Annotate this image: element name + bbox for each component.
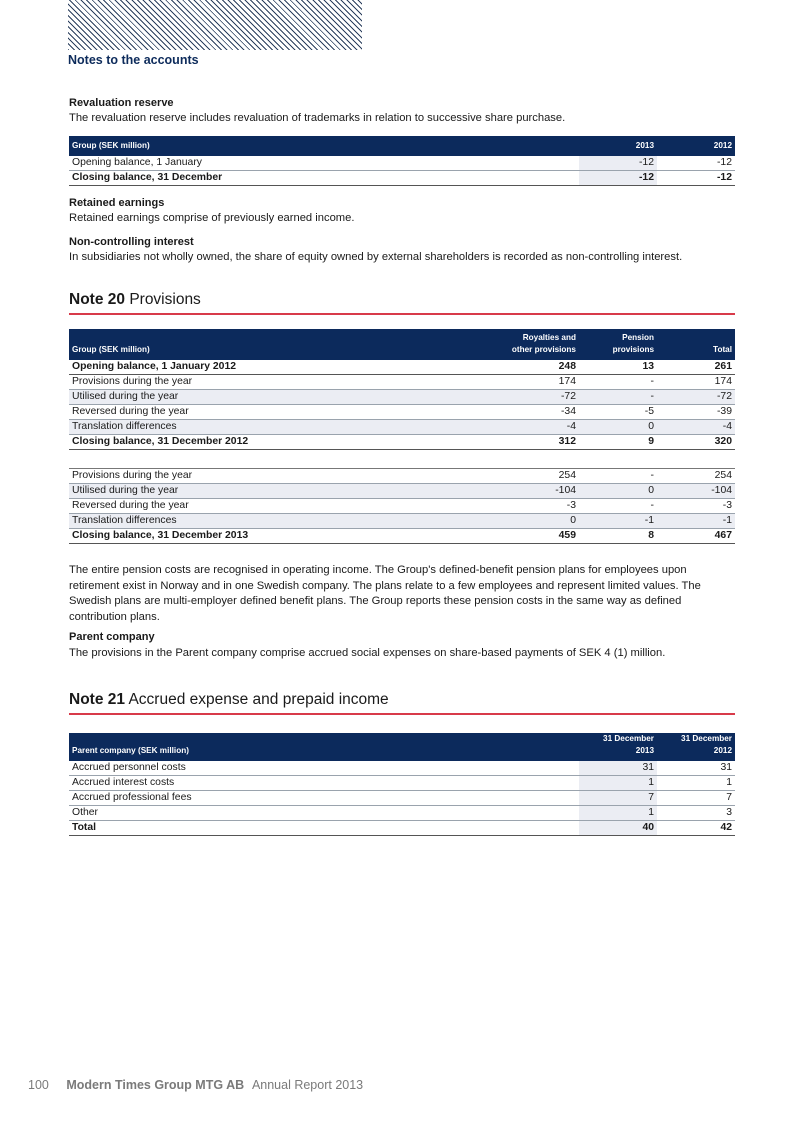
note21-title bbox=[69, 691, 389, 709]
row-value: -3 bbox=[469, 499, 579, 514]
pension-paragraph bbox=[69, 563, 735, 625]
row-value: 9 bbox=[579, 435, 657, 450]
row-value: 0 bbox=[579, 484, 657, 499]
row-value: 1 bbox=[579, 806, 657, 821]
table-row bbox=[69, 469, 735, 484]
table-row bbox=[69, 420, 735, 435]
row-value: -3 bbox=[657, 499, 735, 514]
row-value: -5 bbox=[579, 405, 657, 420]
revaluation-heading: Revaluation reserve bbox=[69, 97, 174, 109]
table-header-label: Parent company (SEK million) bbox=[69, 733, 579, 761]
accrued-table bbox=[69, 733, 735, 836]
note21-number: Note 21 bbox=[69, 691, 125, 708]
parent-company-text: The provisions in the Parent company comprise accrued social expenses on share-based payments of SEK 4 (1) million. bbox=[69, 647, 666, 659]
note21-name: Accrued expense and prepaid income bbox=[128, 691, 389, 708]
table-row bbox=[69, 514, 735, 529]
row-value: -4 bbox=[469, 420, 579, 435]
table-header-label: Group (SEK million) bbox=[69, 329, 469, 360]
table-header-royalties bbox=[469, 329, 579, 360]
row-value: 254 bbox=[657, 469, 735, 484]
row-value: 8 bbox=[579, 529, 657, 544]
retained-section bbox=[69, 197, 735, 227]
header-line: 2012 bbox=[713, 746, 732, 755]
row-value: -4 bbox=[657, 420, 735, 435]
row-value: 31 bbox=[657, 761, 735, 776]
report-name: Annual Report 2013 bbox=[251, 1078, 364, 1092]
header-line: provisions bbox=[612, 345, 654, 354]
row-value: 320 bbox=[657, 435, 735, 450]
table-header-total: Total bbox=[657, 329, 735, 360]
table-row bbox=[69, 360, 735, 375]
provisions-table-wrap bbox=[69, 329, 735, 544]
table-row bbox=[69, 806, 735, 821]
table-row bbox=[69, 821, 735, 836]
table-row bbox=[69, 499, 735, 514]
row-label: Opening balance, 1 January 2012 bbox=[69, 360, 469, 375]
retained-text: Retained earnings comprise of previously earned income. bbox=[69, 212, 355, 224]
row-label: Other bbox=[69, 806, 579, 821]
row-label: Closing balance, 31 December 2013 bbox=[69, 529, 469, 544]
row-value: 3 bbox=[657, 806, 735, 821]
row-label: Utilised during the year bbox=[69, 390, 469, 405]
row-label: Translation differences bbox=[69, 420, 469, 435]
row-value: 7 bbox=[579, 791, 657, 806]
row-value: -104 bbox=[657, 484, 735, 499]
table-row bbox=[69, 529, 735, 544]
note20-title bbox=[69, 291, 201, 309]
row-label: Utilised during the year bbox=[69, 484, 469, 499]
row-value: -72 bbox=[657, 390, 735, 405]
table-row bbox=[69, 156, 735, 171]
header-hatch-pattern bbox=[68, 0, 362, 50]
row-value: -1 bbox=[657, 514, 735, 529]
row-value: 174 bbox=[657, 375, 735, 390]
noncontrolling-section bbox=[69, 236, 735, 266]
table-row bbox=[69, 171, 735, 186]
revaluation-table-wrap bbox=[69, 136, 735, 186]
header-line: 31 December bbox=[681, 734, 732, 743]
row-value: -34 bbox=[469, 405, 579, 420]
row-value: - bbox=[579, 469, 657, 484]
retained-heading: Retained earnings bbox=[69, 197, 165, 209]
table-row bbox=[69, 776, 735, 791]
row-value: 0 bbox=[469, 514, 579, 529]
note21-divider bbox=[69, 713, 735, 715]
table-row bbox=[69, 761, 735, 776]
parent-company-heading: Parent company bbox=[69, 631, 155, 643]
row-value: 13 bbox=[579, 360, 657, 375]
row-value: 1 bbox=[579, 776, 657, 791]
row-label: Accrued personnel costs bbox=[69, 761, 579, 776]
table-row bbox=[69, 405, 735, 420]
noncontrolling-heading: Non-controlling interest bbox=[69, 236, 194, 248]
table-header-label: Group (SEK million) bbox=[69, 136, 579, 156]
table-header-2013: 2013 bbox=[579, 136, 657, 156]
row-label: Opening balance, 1 January bbox=[69, 156, 579, 171]
table-spacer bbox=[69, 450, 735, 469]
row-value: 248 bbox=[469, 360, 579, 375]
row-label: Closing balance, 31 December 2012 bbox=[69, 435, 469, 450]
header-line: 31 December bbox=[603, 734, 654, 743]
parent-company-section bbox=[69, 631, 735, 662]
table-header-2012 bbox=[657, 733, 735, 761]
page-number: 100 bbox=[28, 1078, 49, 1092]
row-label: Provisions during the year bbox=[69, 375, 469, 390]
row-value: 254 bbox=[469, 469, 579, 484]
row-label: Reversed during the year bbox=[69, 499, 469, 514]
table-row bbox=[69, 791, 735, 806]
provisions-table bbox=[69, 329, 735, 544]
row-value: 7 bbox=[657, 791, 735, 806]
row-value: -12 bbox=[657, 156, 735, 171]
revaluation-table bbox=[69, 136, 735, 186]
note20-name: Provisions bbox=[129, 291, 201, 308]
header-line: 2013 bbox=[635, 746, 654, 755]
row-value: - bbox=[579, 390, 657, 405]
row-value: - bbox=[579, 375, 657, 390]
row-value: 0 bbox=[579, 420, 657, 435]
row-value: - bbox=[579, 499, 657, 514]
row-label: Translation differences bbox=[69, 514, 469, 529]
table-header-2013 bbox=[579, 733, 657, 761]
pension-text: The entire pension costs are recognised in operating income. The Group's defined-benefit pension plans for employees upon retirement exist in Norway and in one Swedish company. The plans relate to a few employees and represent limited values. The Swedish plans are multi-employer defined benefit plans. The Group reports these pension costs in the same way as defined contribution plans. bbox=[69, 564, 701, 623]
row-value: 1 bbox=[657, 776, 735, 791]
table-row bbox=[69, 435, 735, 450]
row-label: Accrued interest costs bbox=[69, 776, 579, 791]
row-label: Provisions during the year bbox=[69, 469, 469, 484]
row-value: -12 bbox=[657, 171, 735, 186]
section-title: Notes to the accounts bbox=[68, 53, 199, 67]
table-row bbox=[69, 484, 735, 499]
revaluation-text: The revaluation reserve includes revaluation of trademarks in relation to successive share purchase. bbox=[69, 112, 566, 124]
table-header-pension bbox=[579, 329, 657, 360]
table-row bbox=[69, 375, 735, 390]
row-value: 261 bbox=[657, 360, 735, 375]
note20-divider bbox=[69, 313, 735, 315]
page-footer bbox=[28, 1078, 363, 1092]
company-name: Modern Times Group MTG AB bbox=[66, 1078, 245, 1092]
note20-number: Note 20 bbox=[69, 291, 125, 308]
row-value: -72 bbox=[469, 390, 579, 405]
row-label: Reversed during the year bbox=[69, 405, 469, 420]
row-value: -12 bbox=[579, 171, 657, 186]
header-line: Royalties and bbox=[522, 333, 576, 342]
row-value: 174 bbox=[469, 375, 579, 390]
row-value: 31 bbox=[579, 761, 657, 776]
row-label: Accrued professional fees bbox=[69, 791, 579, 806]
row-value: 40 bbox=[579, 821, 657, 836]
table-header-2012: 2012 bbox=[657, 136, 735, 156]
row-value: 42 bbox=[657, 821, 735, 836]
noncontrolling-text: In subsidiaries not wholly owned, the share of equity owned by external shareholders is recorded as non-controlling interest. bbox=[69, 251, 683, 263]
row-value: 459 bbox=[469, 529, 579, 544]
revaluation-section bbox=[69, 97, 735, 127]
row-value: -39 bbox=[657, 405, 735, 420]
table-row bbox=[69, 390, 735, 405]
accrued-table-wrap bbox=[69, 733, 735, 836]
row-value: 467 bbox=[657, 529, 735, 544]
header-line: other provisions bbox=[511, 345, 576, 354]
row-label: Total bbox=[69, 821, 579, 836]
row-value: -1 bbox=[579, 514, 657, 529]
row-label: Closing balance, 31 December bbox=[69, 171, 579, 186]
header-line: Pension bbox=[622, 333, 654, 342]
row-value: 312 bbox=[469, 435, 579, 450]
row-value: -12 bbox=[579, 156, 657, 171]
row-value: -104 bbox=[469, 484, 579, 499]
